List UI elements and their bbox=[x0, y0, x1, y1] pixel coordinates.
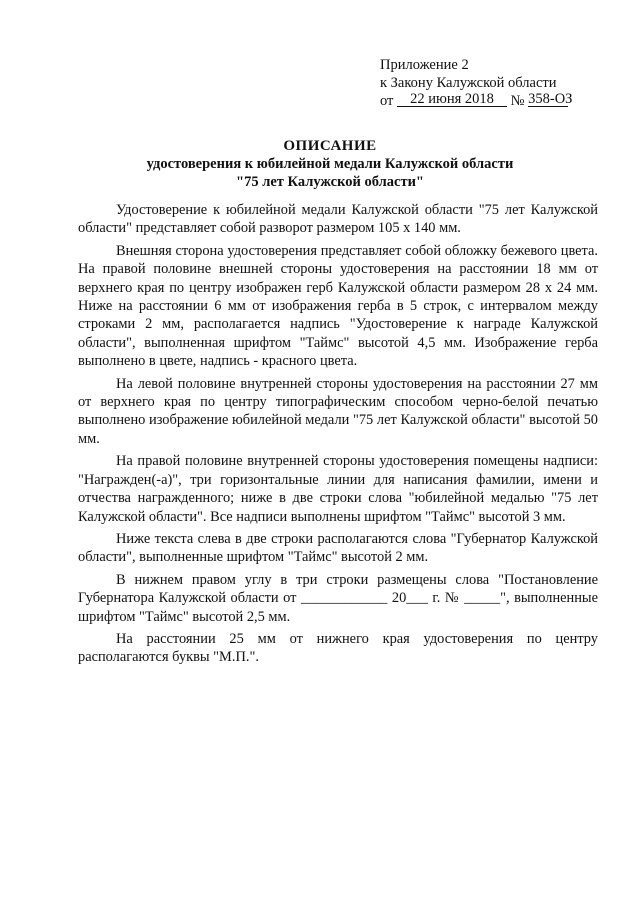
appendix-law-reference: к Закону Калужской области bbox=[380, 75, 557, 91]
document-heading bbox=[60, 137, 600, 191]
document-subtitle-line1: удостоверения к юбилейной медали Калужской области bbox=[146, 156, 514, 172]
paragraph-governor: Ниже текста слева в две строки располагаются слова "Губернатор Калужской области", выполненные шрифтом "Таймс" высотой 2 мм. bbox=[78, 530, 598, 566]
appendix-number: Приложение 2 bbox=[380, 57, 469, 73]
paragraph-inner-right: На правой половине внутренней стороны удостоверения помещены надписи: "Награжден(-а)", три горизонтальные линии для написания фамилии, имени и отчества награжденного; ниже в две строки слова "юбилейной медалью "75 лет Калужской области". Все надписи выполнены шрифтом "Таймс" высотой 3 мм. bbox=[78, 453, 598, 525]
document-subtitle-line2: "75 лет Калужской области" bbox=[236, 174, 424, 190]
paragraph-inner-left: На левой половине внутренней стороны удостоверения на расстоянии 27 мм от верхнего края по центру типографическим способом черно-белой печатью выполнено изображение юбилейной медали "75 лет Калужской области" высотой 50 мм. bbox=[78, 375, 598, 447]
appendix-law-number: 358-ОЗ bbox=[528, 91, 573, 107]
paragraph-stamp-place: На расстоянии 25 мм от нижнего края удостоверения по центру располагаются буквы "М.П.". bbox=[78, 630, 598, 666]
appendix-date-line bbox=[380, 91, 573, 110]
appendix-from-label: от bbox=[380, 93, 394, 109]
appendix-date: 22 июня 2018 bbox=[397, 92, 507, 107]
paragraph-outer-side: Внешняя сторона удостоверения представляет собой обложку бежевого цвета. На правой половине внешней стороны удостоверения на расстоянии 18 мм от верхнего края по центру изображен герб Калужской области размером 28 х 24 мм. Ниже на расстоянии 6 мм от изображения герба в 5 строк, с интервалом между строками 2 мм, располагается надпись "Удостоверение к награде Калужской области", выполненная шрифтом "Таймс" высотой 4,5 мм. Изображение герба выполнено в цвете, надпись - красного цвета. bbox=[78, 242, 598, 370]
document-title: ОПИСАНИЕ bbox=[283, 138, 377, 154]
paragraph-size: Удостоверение к юбилейной медали Калужской области "75 лет Калужской области" представляет собой разворот размером 105 х 140 мм. bbox=[78, 202, 598, 237]
appendix-number-sign: № bbox=[510, 93, 525, 109]
paragraph-resolution: В нижнем правом углу в три строки размещены слова "Постановление Губернатора Калужской области от ____________ 20___ г. № _____", выполненные шрифтом "Таймс" высотой 2,5 мм. bbox=[78, 571, 598, 625]
document-body bbox=[78, 201, 598, 671]
appendix-block bbox=[380, 56, 573, 110]
